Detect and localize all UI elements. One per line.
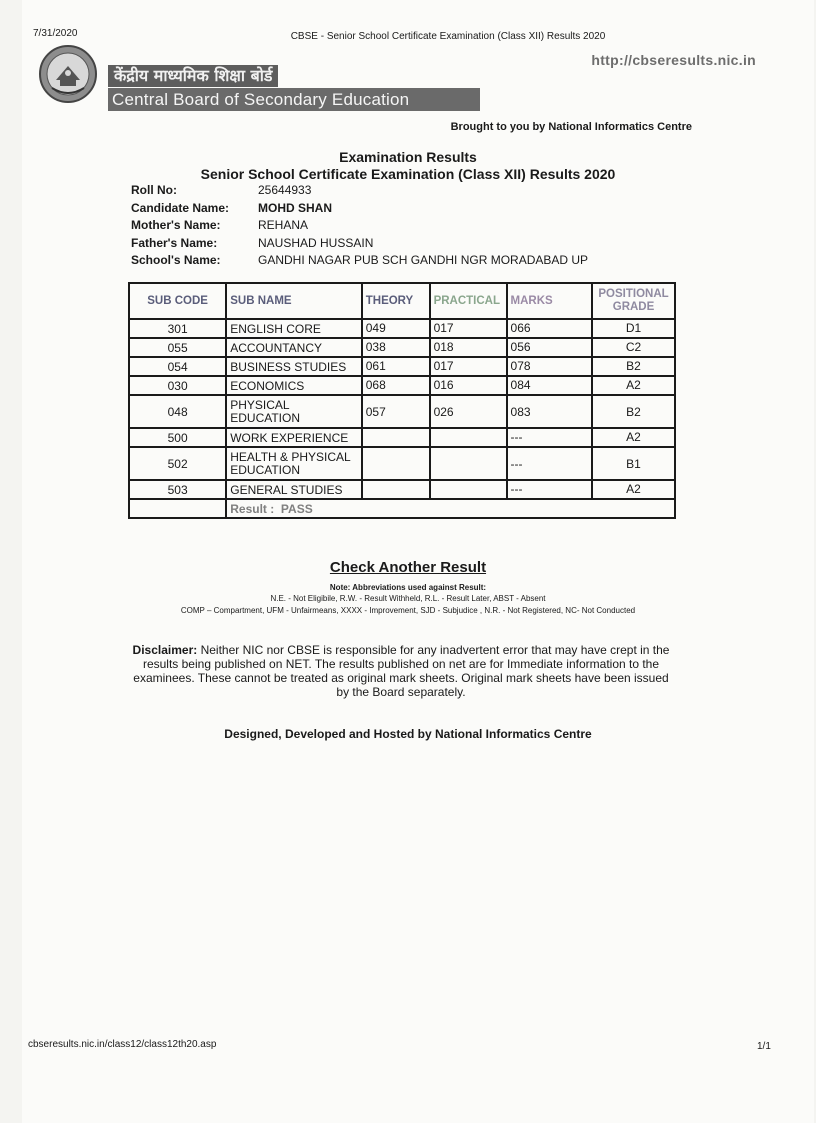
table-row bbox=[129, 376, 675, 395]
designed-by-text: Designed, Developed and Hosted by National Informatics Centre bbox=[224, 727, 592, 741]
abbreviations-note-title: Note: Abbreviations used against Result: bbox=[329, 583, 487, 592]
practical-marks bbox=[430, 447, 507, 480]
result-cell bbox=[226, 499, 675, 518]
sub-name bbox=[226, 395, 362, 428]
table-row bbox=[129, 319, 675, 338]
sub-name: ENGLISH CORE bbox=[226, 319, 362, 338]
check-another-result-link[interactable]: Check Another Result bbox=[329, 559, 487, 576]
practical-marks bbox=[430, 428, 507, 447]
candidate-label: Candidate Name: bbox=[131, 200, 230, 215]
father-name: NAUSHAD HUSSAIN bbox=[258, 235, 374, 250]
sub-code: 301 bbox=[129, 319, 226, 338]
candidate-name: MOHD SHAN bbox=[258, 200, 332, 215]
positional-grade: B2 bbox=[592, 357, 675, 376]
mother-row bbox=[131, 217, 588, 235]
result-label: Result : bbox=[230, 501, 275, 516]
practical-marks: 018 bbox=[430, 338, 507, 357]
sub-code: 503 bbox=[129, 480, 226, 499]
marks-table bbox=[128, 282, 676, 519]
abbreviations-line-2: COMP – Compartment, UFM - Unfairmeans, XXXX - Improvement, SJD - Subjudice , N.R. - Not Registered, NC- Not Conducted bbox=[180, 606, 636, 615]
theory-marks bbox=[362, 480, 430, 499]
school-row bbox=[131, 252, 588, 270]
positional-grade: B1 bbox=[592, 447, 675, 480]
table-header-row bbox=[129, 283, 675, 319]
theory-marks: 061 bbox=[362, 357, 430, 376]
sub-name: ECONOMICS bbox=[226, 376, 362, 395]
mother-name: REHANA bbox=[258, 218, 309, 232]
table-row bbox=[129, 395, 675, 428]
print-page-title: CBSE - Senior School Certificate Examination (Class XII) Results 2020 bbox=[290, 31, 606, 42]
abbreviations-line-1: N.E. - Not Eligibile, R.W. - Result Withheld, R.L. - Result Later, ABST - Absent bbox=[270, 594, 546, 603]
candidate-details bbox=[131, 182, 588, 270]
header-theory: THEORY bbox=[362, 283, 430, 319]
positional-grade: C2 bbox=[592, 338, 675, 357]
roll-label: Roll No: bbox=[131, 183, 177, 197]
footer-url: cbseresults.nic.in/class12/class12th20.asp bbox=[28, 1039, 217, 1050]
theory-marks: 057 bbox=[362, 395, 430, 428]
practical-marks: 017 bbox=[430, 319, 507, 338]
total-marks: --- bbox=[507, 428, 593, 447]
roll-row bbox=[131, 182, 588, 200]
father-label: Father's Name: bbox=[131, 235, 218, 250]
sub-code: 500 bbox=[129, 428, 226, 447]
header-grade-line2: GRADE bbox=[612, 301, 655, 313]
sub-name: BUSINESS STUDIES bbox=[226, 357, 362, 376]
header-practical: PRACTICAL bbox=[430, 283, 507, 319]
positional-grade: B2 bbox=[592, 395, 675, 428]
practical-marks: 017 bbox=[430, 357, 507, 376]
total-marks: 084 bbox=[507, 376, 593, 395]
page-number: 1/1 bbox=[757, 1041, 771, 1052]
header-grade-line1: POSITIONAL bbox=[598, 288, 669, 300]
board-name-hindi: केंद्रीय माध्यमिक शिक्षा बोर्ड bbox=[108, 65, 278, 87]
total-marks: 066 bbox=[507, 319, 593, 338]
sub-code: 054 bbox=[129, 357, 226, 376]
table-row bbox=[129, 480, 675, 499]
sub-code: 055 bbox=[129, 338, 226, 357]
sub-code: 048 bbox=[129, 395, 226, 428]
exam-title: Senior School Certificate Examination (Class XII) Results 2020 bbox=[200, 166, 616, 182]
theory-marks: 068 bbox=[362, 376, 430, 395]
total-marks: 083 bbox=[507, 395, 593, 428]
header-marks: MARKS bbox=[507, 283, 593, 319]
candidate-row bbox=[131, 200, 588, 218]
theory-marks: 049 bbox=[362, 319, 430, 338]
board-name-english: Central Board of Secondary Education bbox=[108, 88, 480, 111]
sub-name-line1: PHYSICAL bbox=[230, 397, 290, 412]
disclaimer-label: Disclaimer: bbox=[132, 643, 198, 657]
sub-name-line2: EDUCATION bbox=[230, 410, 301, 425]
practical-marks: 026 bbox=[430, 395, 507, 428]
print-date: 7/31/2020 bbox=[33, 28, 78, 39]
practical-marks: 016 bbox=[430, 376, 507, 395]
brought-by-text: Brought to you by National Informatics Centre bbox=[450, 121, 692, 133]
result-empty-cell bbox=[129, 499, 226, 518]
result-row bbox=[129, 499, 675, 518]
site-url[interactable]: http://cbseresults.nic.in bbox=[591, 52, 756, 68]
positional-grade: A2 bbox=[592, 376, 675, 395]
disclaimer bbox=[128, 643, 674, 699]
sub-code: 030 bbox=[129, 376, 226, 395]
sub-name: GENERAL STUDIES bbox=[226, 480, 362, 499]
school-name: GANDHI NAGAR PUB SCH GANDHI NGR MORADABAD UP bbox=[258, 253, 589, 267]
results-title: Examination Results bbox=[339, 149, 477, 165]
sub-name: WORK EXPERIENCE bbox=[226, 428, 362, 447]
practical-marks bbox=[430, 480, 507, 499]
table-row bbox=[129, 447, 675, 480]
disclaimer-text: Neither NIC nor CBSE is responsible for any inadvertent error that may have crept in the results being published on NET. The results published on net are for Immediate information to the examinees. These cannot be treated as original mark sheets. Original mark sheets have been issued by the Board separately. bbox=[133, 643, 670, 699]
sub-name bbox=[226, 447, 362, 480]
roll-number: 25644933 bbox=[258, 183, 312, 197]
positional-grade: A2 bbox=[592, 428, 675, 447]
header-sub-code: SUB CODE bbox=[129, 283, 226, 319]
table-row bbox=[129, 428, 675, 447]
sub-name-line1: HEALTH & PHYSICAL bbox=[230, 449, 351, 464]
total-marks: --- bbox=[507, 447, 593, 480]
header-positional-grade bbox=[592, 283, 675, 319]
table-row bbox=[129, 357, 675, 376]
cbse-emblem-icon bbox=[38, 44, 98, 104]
total-marks: --- bbox=[507, 480, 593, 499]
positional-grade: A2 bbox=[592, 480, 675, 499]
theory-marks: 038 bbox=[362, 338, 430, 357]
father-row bbox=[131, 235, 588, 253]
theory-marks bbox=[362, 428, 430, 447]
school-label: School's Name: bbox=[131, 253, 221, 267]
sub-name-line2: EDUCATION bbox=[230, 462, 301, 477]
result-value: PASS bbox=[280, 501, 313, 516]
sub-name: ACCOUNTANCY bbox=[226, 338, 362, 357]
total-marks: 056 bbox=[507, 338, 593, 357]
theory-marks bbox=[362, 447, 430, 480]
table-row bbox=[129, 338, 675, 357]
header-sub-name: SUB NAME bbox=[226, 283, 362, 319]
positional-grade: D1 bbox=[592, 319, 675, 338]
total-marks: 078 bbox=[507, 357, 593, 376]
mother-label: Mother's Name: bbox=[131, 218, 221, 232]
sub-code: 502 bbox=[129, 447, 226, 480]
